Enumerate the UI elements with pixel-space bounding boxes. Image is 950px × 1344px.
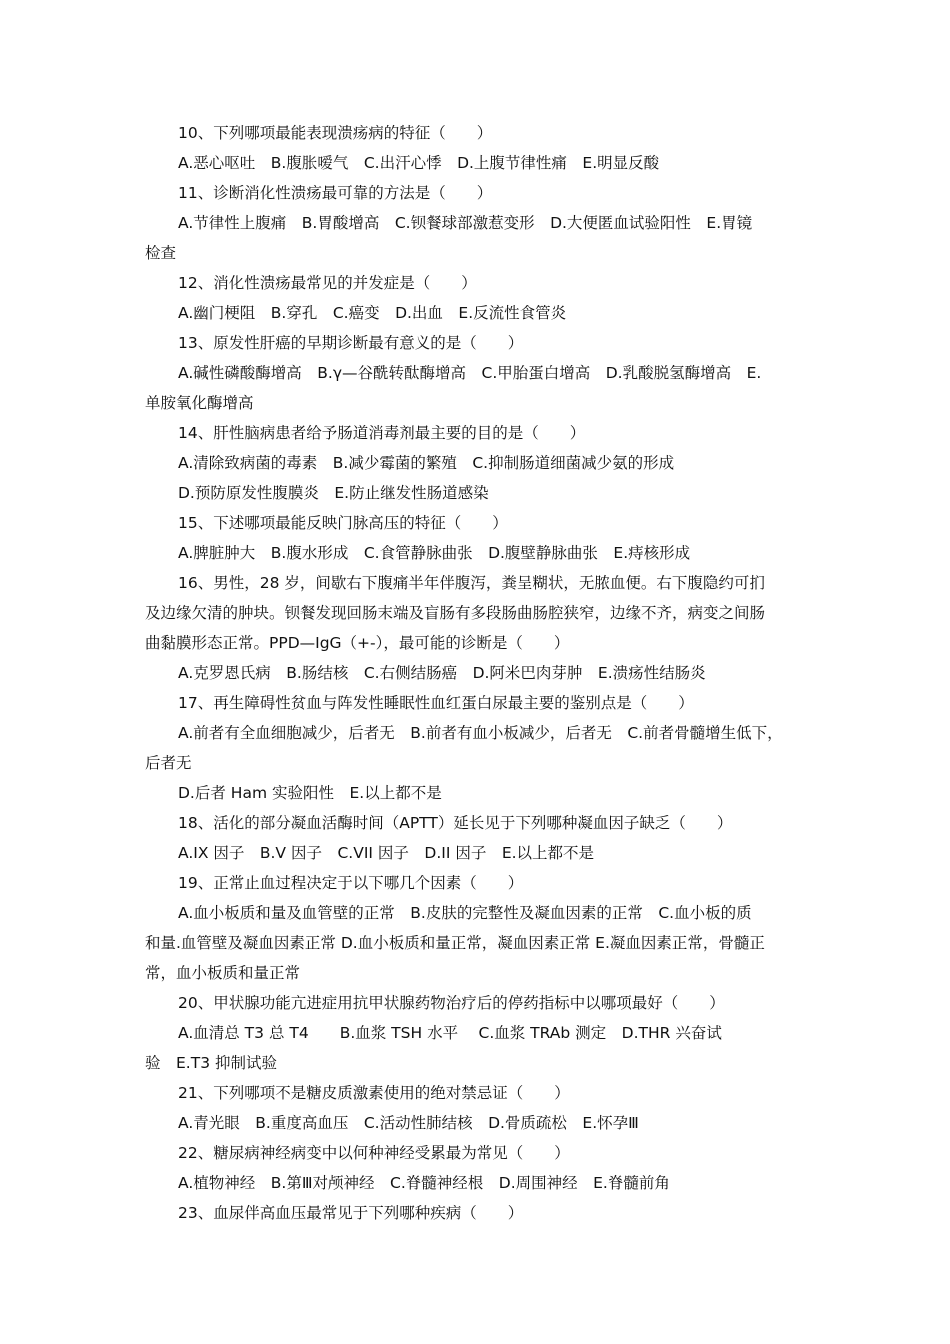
text-line: A.IX 因子 B.V 因子 C.VII 因子 D.II 因子 E.以上都不是: [178, 844, 595, 862]
text-line: 验 E.T3 抑制试验: [145, 1054, 277, 1072]
text-line: 检查: [145, 244, 177, 262]
text-line: A.前者有全血细胞减少，后者无 B.前者有血小板减少，后者无 C.前者骨髓增生低下，: [178, 724, 783, 742]
question-list: [145, 118, 810, 1228]
text-line: 及边缘欠清的肿块。钡餐发现回肠末端及盲肠有多段肠曲肠腔狭窄，边缘不齐，病变之间肠: [145, 604, 766, 622]
text-line: 16、男性，28 岁，间歇右下腹痛半年伴腹泻，粪呈糊状，无脓血便。右下腹隐约可扪: [178, 574, 765, 592]
text-line: 15、下述哪项最能反映门脉高压的特征（ ）: [178, 514, 508, 532]
text-line: 22、糖尿病神经病变中以何种神经受累最为常见（ ）: [178, 1144, 570, 1162]
text-line: A.血清总 T3 总 T4 B.血浆 TSH 水平 C.血浆 TRAb 测定 D.THR 兴奋试: [178, 1024, 722, 1042]
text-line: 11、诊断消化性溃疡最可靠的方法是（ ）: [178, 184, 493, 202]
text-line: 21、下列哪项不是糖皮质激素使用的绝对禁忌证（ ）: [178, 1084, 570, 1102]
text-line: 单胺氧化酶增高: [145, 394, 254, 412]
text-line: 18、活化的部分凝血活酶时间（APTT）延长见于下列哪种凝血因子缺乏（ ）: [178, 814, 733, 832]
text-line: D.预防原发性腹膜炎 E.防止继发性肠道感染: [178, 484, 489, 502]
text-line: A.恶心呕吐 B.腹胀嗳气 C.出汗心悸 D.上腹节律性痛 E.明显反酸: [178, 154, 660, 172]
text-line: A.青光眼 B.重度高血压 C.活动性肺结核 D.骨质疏松 E.怀孕Ⅲ: [178, 1114, 639, 1132]
text-line: 曲黏膜形态正常。PPD—IgG（+-），最可能的诊断是（ ）: [145, 634, 570, 652]
text-line: 12、消化性溃疡最常见的并发症是（ ）: [178, 274, 477, 292]
text-line: 17、再生障碍性贫血与阵发性睡眠性血红蛋白尿最主要的鉴别点是（ ）: [178, 694, 694, 712]
text-line: 常，血小板质和量正常: [145, 964, 301, 982]
text-line: A.碱性磷酸酶增高 B.γ—谷酰转酞酶增高 C.甲胎蛋白增高 D.乳酸脱氢酶增高 E.: [178, 364, 762, 382]
text-line: A.植物神经 B.第Ⅲ对颅神经 C.脊髓神经根 D.周围神经 E.脊髓前角: [178, 1174, 670, 1192]
text-line: A.脾脏肿大 B.腹水形成 C.食管静脉曲张 D.腹壁静脉曲张 E.痔核形成: [178, 544, 691, 562]
text-line: A.幽门梗阻 B.穿孔 C.癌变 D.出血 E.反流性食管炎: [178, 304, 567, 322]
text-line: D.后者 Ham 实验阳性 E.以上都不是: [178, 784, 442, 802]
text-line: 和量.血管壁及凝血因素正常 D.血小板质和量正常，凝血因素正常 E.凝血因素正常，骨髓正: [145, 934, 765, 952]
text-line: A.血小板质和量及血管壁的正常 B.皮肤的完整性及凝血因素的正常 C.血小板的质: [178, 904, 752, 922]
text-line: 19、正常止血过程决定于以下哪几个因素（ ）: [178, 874, 524, 892]
text-line: 20、甲状腺功能亢进症用抗甲状腺药物治疗后的停药指标中以哪项最好（ ）: [178, 994, 725, 1012]
text-line: 后者无: [145, 754, 192, 772]
text-line: A.克罗恩氏病 B.肠结核 C.右侧结肠癌 D.阿米巴肉芽肿 E.溃疡性结肠炎: [178, 664, 706, 682]
text-line: A.节律性上腹痛 B.胃酸增高 C.钡餐球部激惹变形 D.大便匿血试验阳性 E.胃镜: [178, 214, 753, 232]
text-line: A.清除致病菌的毒素 B.减少霉菌的繁殖 C.抑制肠道细菌减少氨的形成: [178, 454, 675, 472]
text-line: 10、下列哪项最能表现溃疡病的特征（ ）: [178, 124, 493, 142]
text-line: 14、肝性脑病患者给予肠道消毒剂最主要的目的是（ ）: [178, 424, 586, 442]
text-line: 13、原发性肝癌的早期诊断最有意义的是（ ）: [178, 334, 524, 352]
text-line: 23、血尿伴高血压最常见于下列哪种疾病（ ）: [178, 1204, 524, 1222]
